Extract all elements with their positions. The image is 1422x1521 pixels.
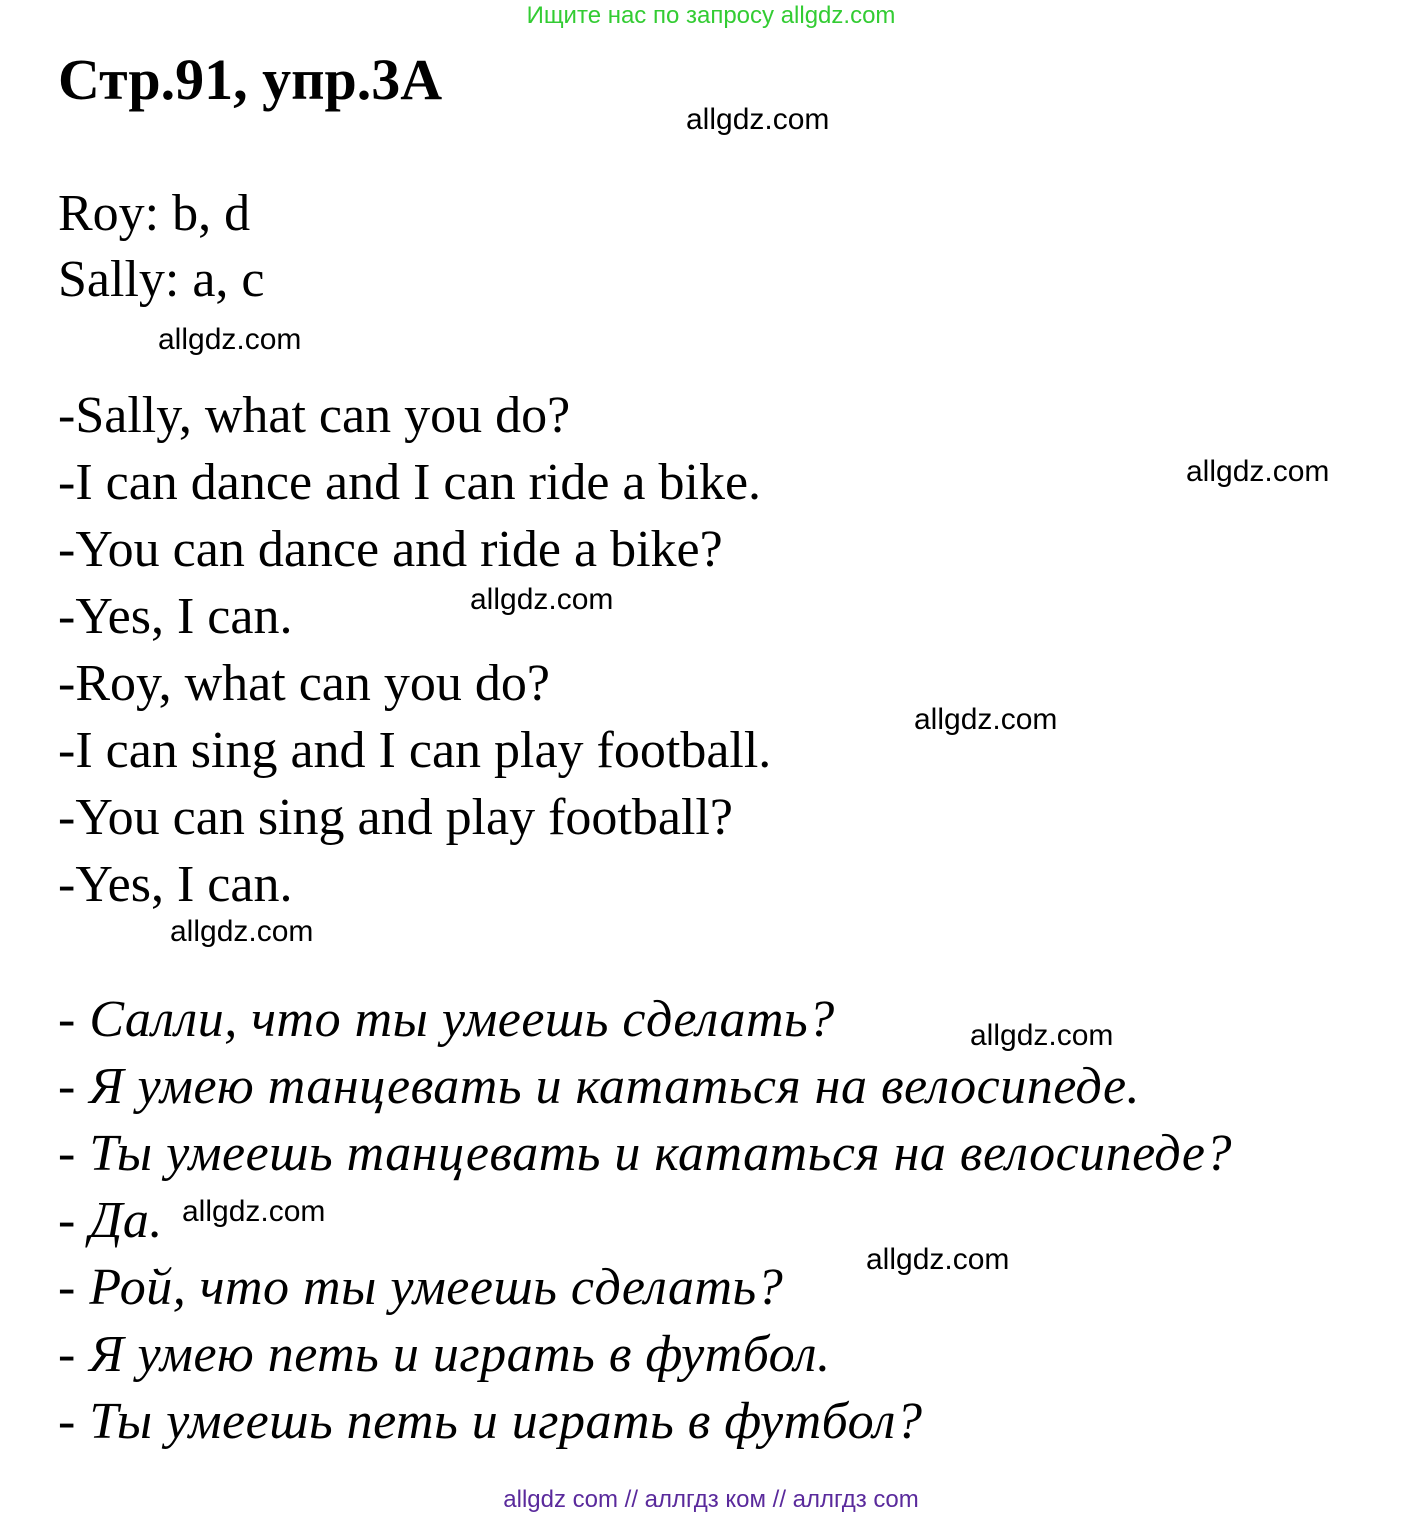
dialogue-ru-line-7: - Ты умеешь петь и играть в футбол? [58,1393,923,1450]
dialogue-ru-line-1: - Салли, что ты умеешь сделать? [58,991,835,1048]
page-title: Стр.91, упр.3А [58,47,443,112]
watermark: allgdz.com [470,583,614,616]
dialogue-en-line-8: -Yes, I can. [58,856,293,913]
footer-text: allgdz com // аллгдз ком // аллгдз com [503,1486,919,1513]
dialogue-ru-line-3: - Ты умеешь танцевать и кататься на велосипеде? [58,1125,1232,1182]
dialogue-ru-line-6: - Я умею петь и играть в футбол. [58,1326,831,1383]
dialogue-en-line-5: -Roy, what can you do? [58,655,550,712]
dialogue-en-line-7: -You can sing and play football? [58,789,733,846]
watermark: allgdz.com [866,1243,1010,1276]
watermark: allgdz.com [182,1195,326,1228]
top-banner: Ищите нас по запросу allgdz.com [526,2,896,29]
dialogue-ru-line-2: - Я умею танцевать и кататься на велосипеде. [58,1058,1141,1115]
watermark: allgdz.com [1186,455,1330,488]
watermark: allgdz.com [170,915,314,948]
answer-roy: Roy: b, d [58,185,251,242]
dialogue-en-line-3: -You can dance and ride a bike? [58,521,723,578]
watermark: allgdz.com [914,703,1058,736]
dialogue-en-line-1: -Sally, what can you do? [58,387,571,444]
answer-sally: Sally: a, c [58,251,265,308]
dialogue-en-line-2: -I can dance and I can ride a bike. [58,454,762,511]
watermark: allgdz.com [686,103,830,136]
dialogue-en-line-6: -I can sing and I can play football. [58,722,772,779]
dialogue-en-line-4: -Yes, I can. [58,588,293,645]
dialogue-ru-line-5: - Рой, что ты умеешь сделать? [58,1259,784,1316]
watermark: allgdz.com [158,323,302,356]
watermark: allgdz.com [970,1019,1114,1052]
dialogue-ru-line-4: - Да. [58,1192,163,1249]
